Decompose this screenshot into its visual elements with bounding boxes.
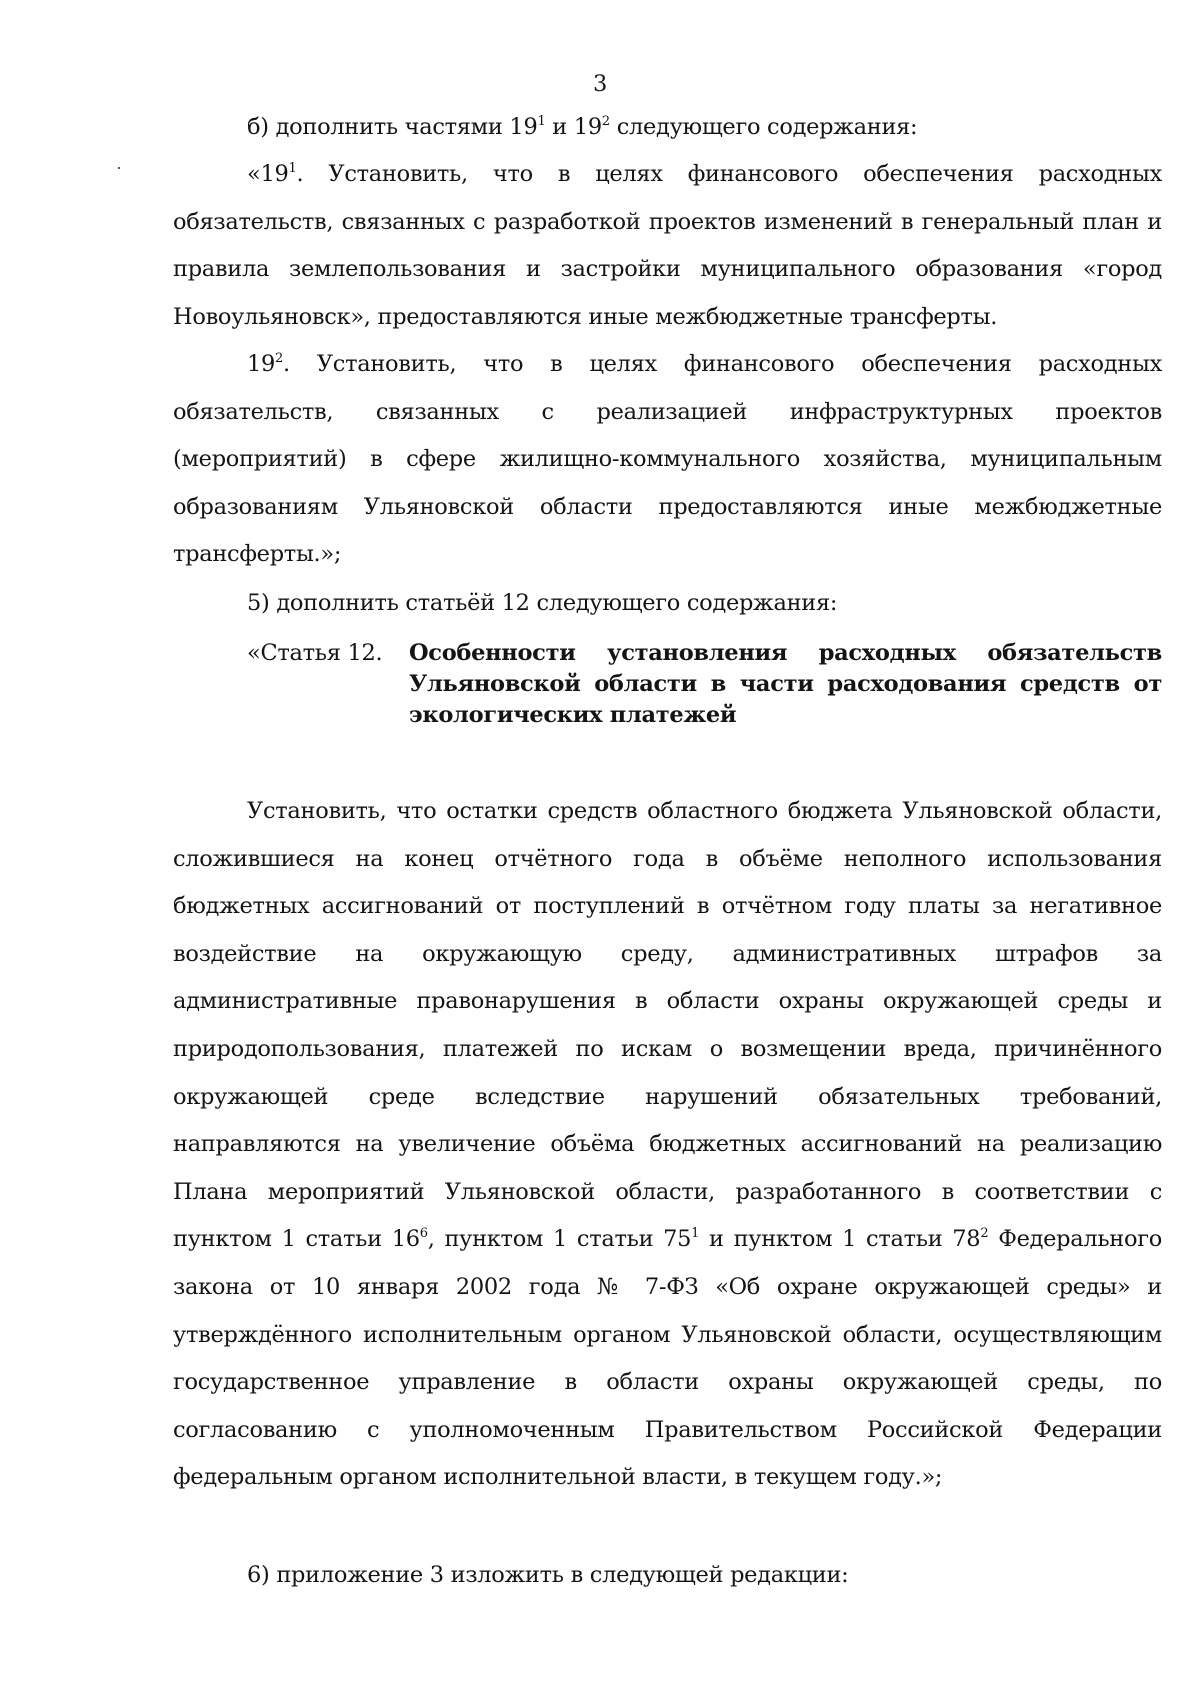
item-5-paragraph: 5) дополнить статьёй 12 следующего содержания: <box>247 590 838 616</box>
body-text-1: Установить, что остатки средств областного бюджета Ульяновской области, сложившиеся на конец отчётного года в объёме неполного использования бюджетных ассигнований от поступлений в отчётном году платы за негативное воздействие на окружающую среду, административных штрафов за административные правонарушения в области охраны окружающей среды и природопользования, платежей по искам о возмещении вреда, причинённого окружающей среде вследствие нарушений обязательных требований, направляются на увеличение объёма бюджетных ассигнований на реализацию Плана мероприятий Ульяновской области, разработанного в соответствии с пунктом 1 статьи 16 <box>173 798 1162 1253</box>
intro-sup-2: 2 <box>601 114 610 129</box>
item-6-paragraph: 6) приложение 3 изложить в следующей редакции: <box>247 1562 849 1588</box>
body-sup-3: 2 <box>980 1226 989 1242</box>
page-number: 3 <box>592 71 607 97</box>
scan-speck <box>118 167 120 169</box>
intro-middle: и 19 <box>545 114 602 140</box>
intro-prefix: б) дополнить частями 19 <box>247 114 538 140</box>
part-19-2-sup: 2 <box>275 351 284 366</box>
intro-sup-1: 1 <box>537 114 546 129</box>
intro-suffix: следующего содержания: <box>609 114 918 140</box>
part-19-2-paragraph <box>173 341 1162 579</box>
body-text-2: , пунктом 1 статьи 75 <box>427 1226 692 1253</box>
article-body-paragraph <box>173 788 1162 1502</box>
part-19-1-text: . Установить, что в целях финансового обеспечения расходных обязательств, связанных с разработкой проектов изменений в генеральный план и правила землепользования и застройки муниципального образования «город Новоульяновск», предоставляются иные межбюджетные трансферты. <box>173 161 1162 330</box>
article-heading <box>247 638 1162 731</box>
part-19-1-sup: 1 <box>288 161 297 176</box>
part-19-2-text: . Установить, что в целях финансового обеспечения расходных обязательств, связанных с реализацией инфраструктурных проектов (мероприятий) в сфере жилищно-коммунального хозяйства, муниципальным образованиям Ульяновской области предоставляются иные межбюджетные трансферты.»; <box>173 351 1162 568</box>
article-number: «Статья 12. <box>247 640 383 666</box>
article-title: Особенности установления расходных обязательств Ульяновской области в части расходования средств от экологических платежей <box>409 640 1162 728</box>
part-19-1-paragraph <box>173 151 1162 341</box>
body-sup-1: 6 <box>419 1226 428 1242</box>
part-19-2-number: 19 <box>247 351 276 377</box>
body-sup-2: 1 <box>691 1226 700 1242</box>
body-text-4: Федерального закона от 10 января 2002 года № 7-ФЗ «Об охране окружающей среды» и утверждённого исполнительным органом Ульяновской области, осуществляющим государственное управление в области охраны окружающей среды, по согласованию с уполномоченным Правительством Российской Федерации федеральным органом исполнительной власти, в текущем году.»; <box>173 1226 1162 1491</box>
body-text-3: и пунктом 1 статьи 78 <box>699 1226 981 1253</box>
intro-paragraph <box>173 104 1162 152</box>
part-19-1-number: «19 <box>247 161 289 187</box>
